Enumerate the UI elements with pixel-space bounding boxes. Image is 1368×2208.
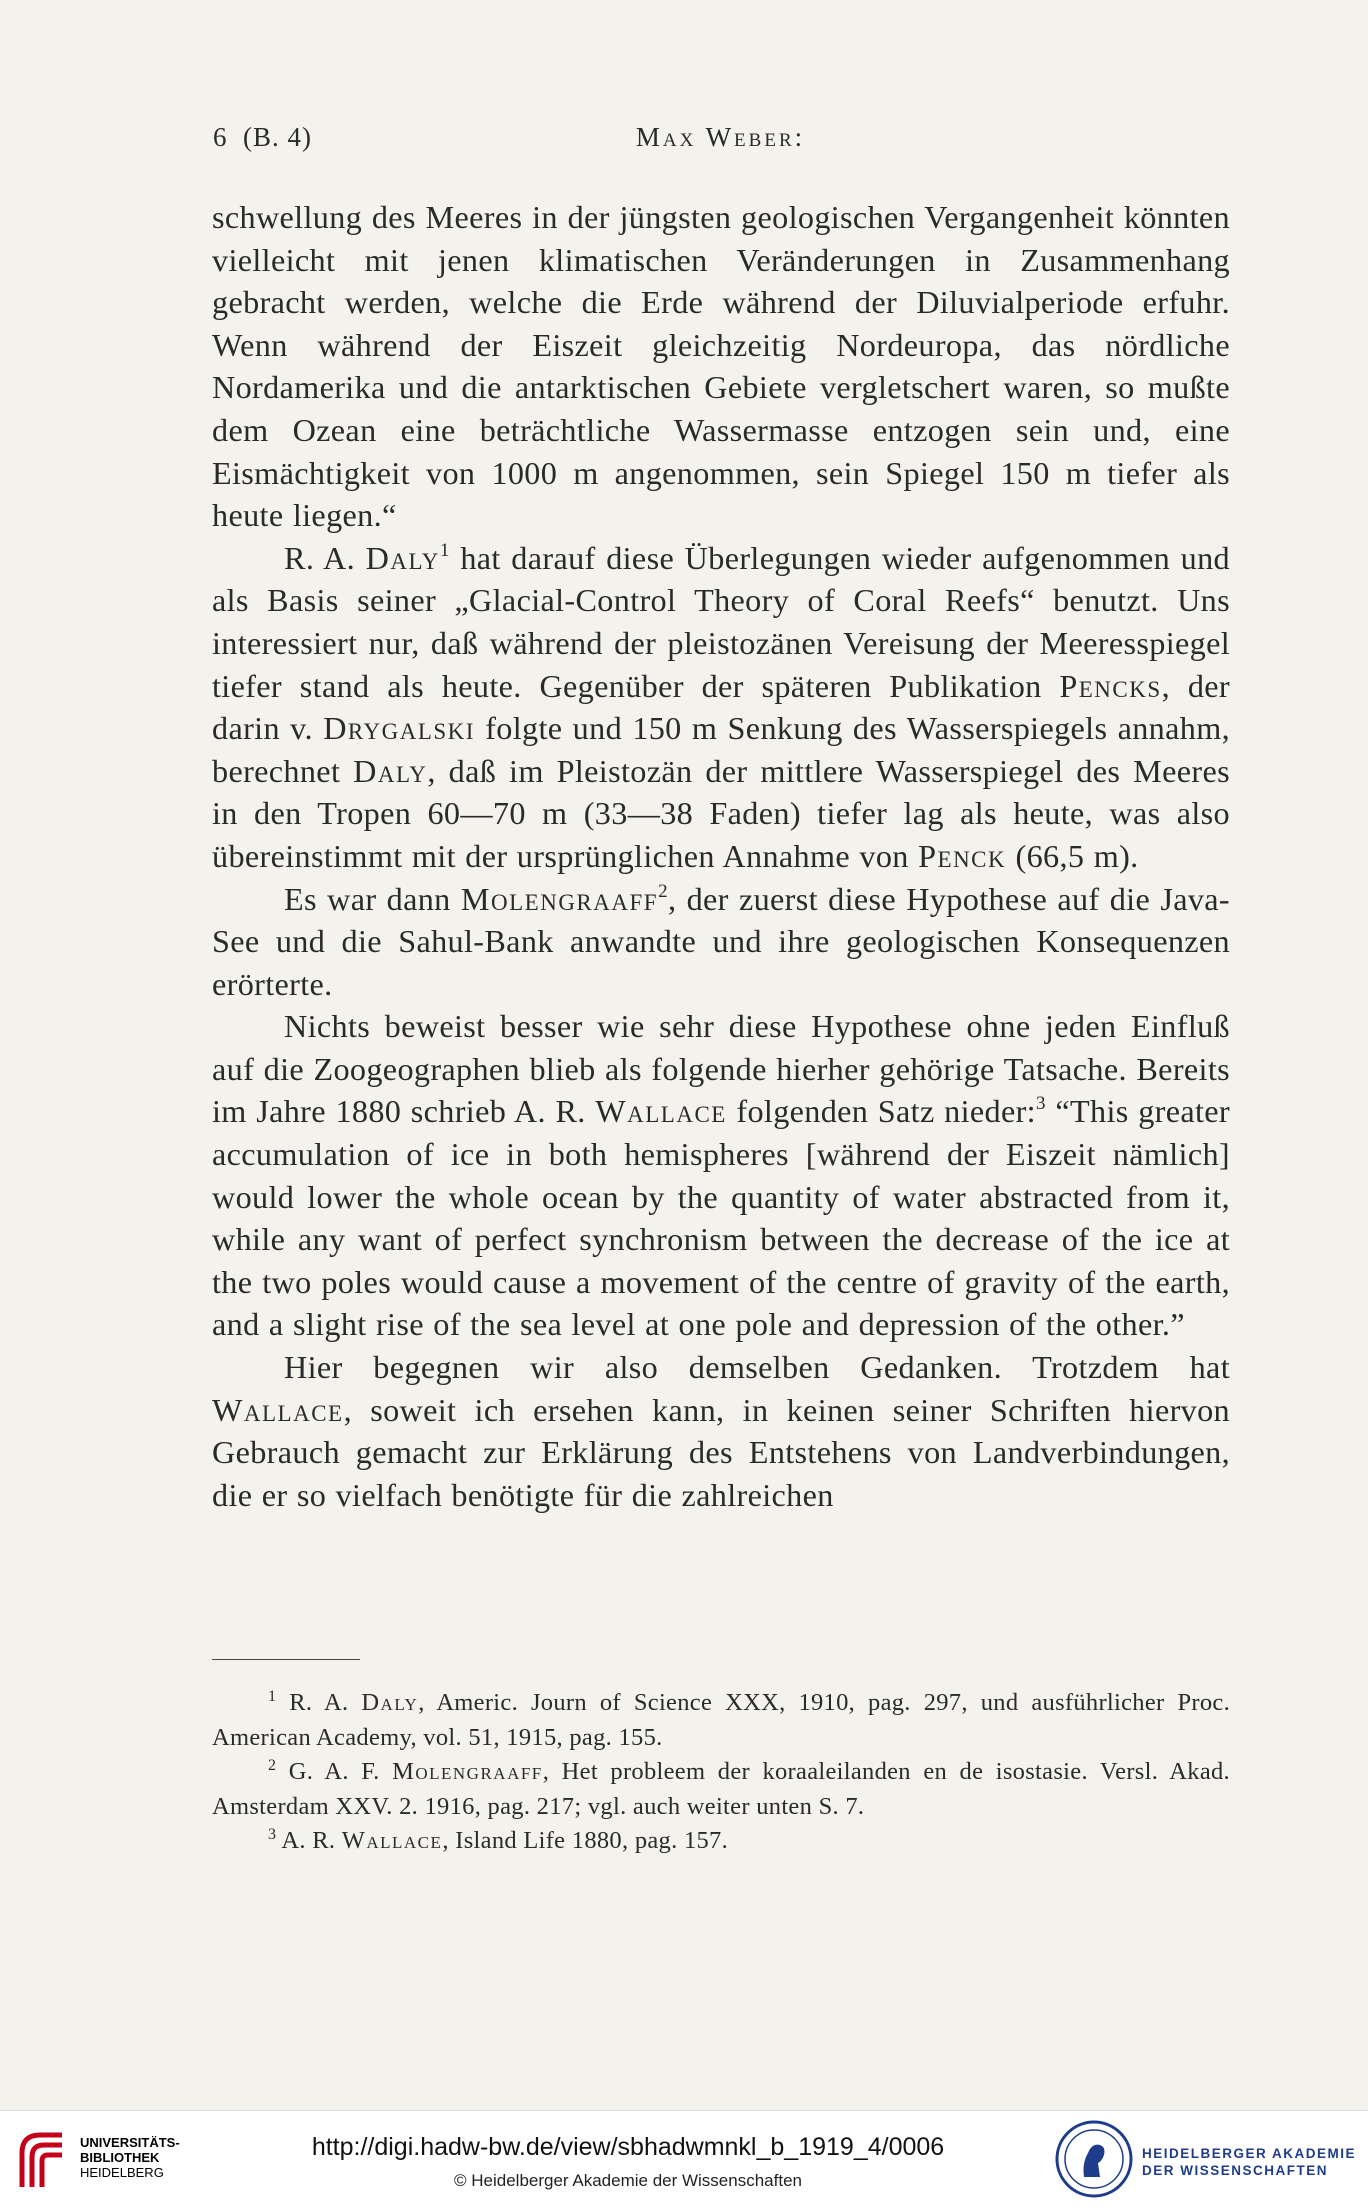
paragraph: R. A. Daly$^1$ hat darauf diese Überlegungen wieder aufgenommen und als Basis seiner „Glacial-Control Theory of Coral Reefs“ benutzt. Uns interessiert nur, daß während der pleistozänen Vereisung der Meeresspiegel tiefer stand als heute. Gegenüber der späteren Publikation Pencks, der darin v. Drygalski folgte und 150 m Senkung des Wasserspiegels annahm, berechnet Daly, daß im Pleistozän der mittlere Wasserspiegel des Meeres in den Tropen 60—70 m (33—38 Faden) tiefer lag als heute, was also übereinstimmt mit der ursprünglichen Annahme von Penck (66,5 m). (212, 539, 1230, 874)
author-name: Daly (353, 752, 428, 789)
footnote-divider (212, 1659, 360, 1660)
running-header (213, 122, 1228, 158)
body-text (212, 196, 1230, 1516)
academy-seal-logo-icon[interactable] (1054, 2119, 1134, 2199)
paragraph: schwellung des Meeres in der jüngsten geologischen Vergangenheit könnten vielleicht mit jenen klimatischen Veränderungen in Zusammenhang gebracht werden, welche die Erde während der Diluvialperiode erfuhr. Wenn während der Eiszeit gleichzeitig Nordeuropa, das nördliche Nordamerika und die antarktischen Gebiete vergletschert waren, so mußte dem Ozean eine beträchtliche Wassermasse entzogen sein und, eine Eismächtigkeit von 1000 m angenommen, sein Spiegel 150 m tiefer als heute liegen.“ (212, 199, 1230, 534)
author-name: Wallace (595, 1093, 727, 1130)
paragraph: Hier begegnen wir also demselben Gedanken. Trotzdem hat Wallace, soweit ich ersehen kann, in keinen seiner Schriften hiervon Gebrauch gemacht zur Erklärung des Entstehens von Landverbindungen, die er so vielfach benötigte für die zahlreichen (212, 1349, 1230, 1513)
author-name: Wallace (212, 1391, 344, 1428)
university-library-logo-icon[interactable] (14, 2125, 74, 2195)
author-name: Daly (365, 539, 440, 576)
series-label: (B. 4) (243, 122, 312, 152)
footnote: $^1$ R. A. Daly, Americ. Journ of Science XXX, 1910, pag. 297, und ausführlicher Proc. American Academy, vol. 51, 1915, pag. 155. (212, 1688, 1230, 1751)
footnote: $^3$ A. R. Wallace, Island Life 1880, pag. 157. (268, 1826, 729, 1854)
footnote-ref[interactable]: 3 (1035, 1093, 1046, 1115)
paragraph: Es war dann Molengraaff$^2$, der zuerst diese Hypothese auf die Java-See und die Sahul-Bank anwandte und ihre geologischen Konsequenzen erörterte. (212, 880, 1230, 1002)
page-number: 6 (B. 4) (213, 122, 312, 152)
footer-bar (0, 2110, 1368, 2208)
university-library-name: UNIVERSITÄTS- BIBLIOTHEK HEIDELBERG (80, 2135, 180, 2180)
author-name: Drygalski (323, 710, 475, 747)
running-title: Max Weber: (635, 122, 806, 152)
footnote-ref[interactable]: 1 (439, 539, 450, 561)
source-url-link[interactable]: http://digi.hadw-bw.de/view/sbhadwmnkl_b_1919_4/0006 (311, 2133, 945, 2161)
footnotes (212, 1686, 1230, 1859)
copyright-notice: © Heidelberger Akademie der Wissenschaften (454, 2171, 802, 2190)
academy-name: HEIDELBERGER AKADEMIE DER WISSENSCHAFTEN (1142, 2146, 1357, 2178)
author-name: Pencks (1059, 667, 1162, 704)
footnote: $^2$ G. A. F. Molengraaff, Het probleem der koraaleilanden en de isostasie. Versl. Akad. Amsterdam XXV. 2. 1916, pag. 217; vgl. auch weiter unten S. 7. (212, 1757, 1230, 1820)
footnote-ref[interactable]: 2 (658, 880, 668, 902)
author-name: Penck (918, 837, 1007, 874)
author-name: Molengraaff (460, 880, 659, 917)
paragraph: Nichts beweist besser wie sehr diese Hypothese ohne jeden Einfluß auf die Zoogeographen blieb als folgende hierher gehörige Tatsache. Bereits im Jahre 1880 schrieb A. R. Wallace folgenden Satz nieder:$^3$ “This greater accumulation of ice in both hemispheres [während der Eiszeit nämlich] would lower the whole ocean by the quantity of water abstracted from it, while any want of perfect synchronism between the decrease of the ice at the two poles would cause a movement of the centre of gravity of the earth, and a slight rise of the sea level at one pole and depression of the other.” (212, 1008, 1230, 1343)
